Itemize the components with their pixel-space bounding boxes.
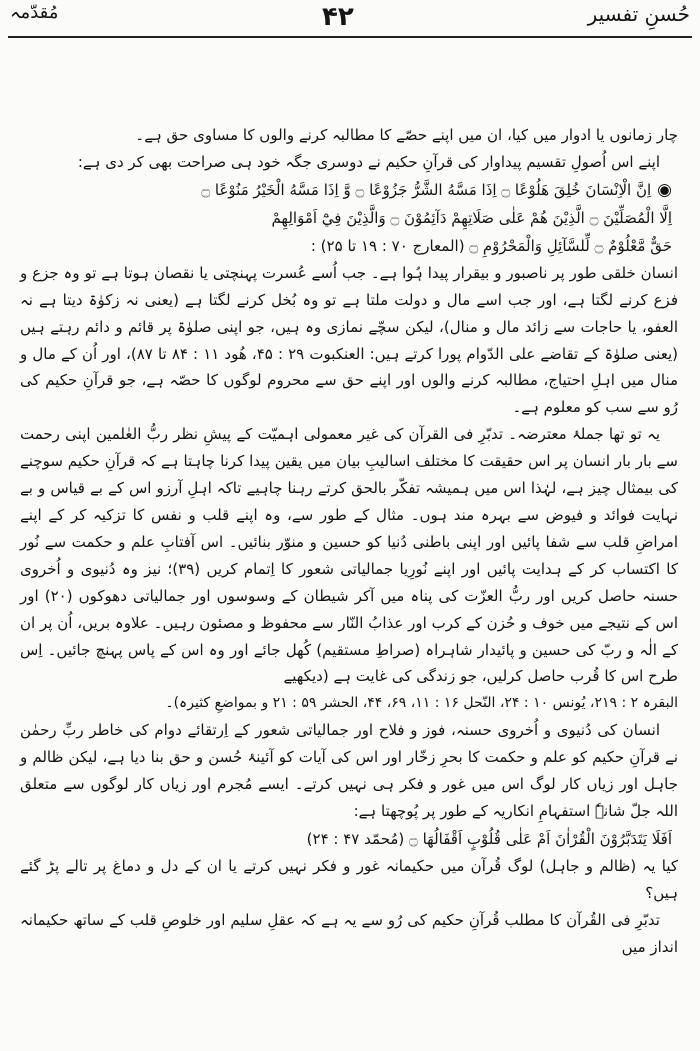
- verse-marker-icon: ◉: [657, 179, 672, 200]
- quran-verse-block: [20, 176, 678, 260]
- paragraph: انسان خلقی طور پر ناصبور و بیقرار پیدا ہُوا ہے۔ جب اُسے عُسرت پہنچتی یا نقصان ہوتا ہے تو وہ جزع و فزع کرنے لگتا ہے، اور جب اسے مال و دولت ملتا ہے تو وہ بُخل کرنے لگتا ہے (یعنی نہ زکوٰۃ دیتا ہے نہ العفو، یا حاجات سے زائد مال و منال)، لیکن سچّے نمازی وہ ہیں، جو اپنی صلوٰۃ پر قائم و دائم رہتے ہیں (یعنی صلوٰۃ کے تقاضے علی الدّوام پورا کرتے ہیں: العنکبوت ۲۹ : ۴۵، ھُود ۱۱ : ۸۴ تا ۸۷)، اور اُن کے مال و منال میں اہلِ احتیاج، مطالبہ کرنے والوں اور اپنے حق سے محروم لوگوں کا حصّہ ہے، جو قرآنِ حکیم کی رُو سے سب کو معلوم ہے۔: [20, 263, 678, 417]
- verse-line: اِنَّ الْاِنْسَانَ خُلِقَ هَلُوْعًا ۝ اِذَا مَسَّهُ الشَّرُّ جَزُوْعًا ۝ وَّ اِذَا مَسَّهُ الْخَيْرُ مَنُوْعًا ۝: [201, 180, 652, 199]
- page-header: [0, 0, 700, 40]
- paragraph: کیا یہ (ظالم و جاہل) لوگ قُرآن میں حکیمانہ غور و فکر نہیں کرتے یا ان کے دل و دماغ پر تالے پڑ گئے ہیں؟: [20, 856, 678, 902]
- verse-line: حَقٌّ مَّعْلُوْمٌ ۝ لِّلسَّآئِلِ وَالْمَحْرُوْمِ ۝ (المعارج ۷۰ : ۱۹ تا ۲۵) :: [310, 236, 672, 255]
- quran-verse: اَفَلَا يَتَدَبَّرُوْنَ الْقُرْاٰنَ اَمْ عَلٰى قُلُوْبٍ اَقْفَالُهَا ۝ (مُحمّد ۴۷ : ۲۴): [306, 829, 672, 848]
- paragraph: چار زمانوں یا ادوار میں کیا، ان میں اپنے حصّے کا مطالبہ کرنے والوں کا مساوی حق ہے۔: [135, 126, 678, 144]
- paragraph: یہ تو تھا جملۂ معترضہ۔ تدبّرِ فی القرآن کی غیر معمولی اہمیّت کے پیشِ نظر ربُّ العٰلمین اپنی رحمت سے بار بار انسان پر اس حقیقت کا مختلف اسالیبِ بیان میں یقین پیدا کرنا چاہتا ہے کہ قرآنِ حکیم سوچنے کی بیمثال چیز ہے، لہٰذا اس میں ہمیشہ تفکّر بالحق کرتے رہنا چاہیے تاکہ اہلِ آرزو اس کے بے قیاس و بے نہایت فوائد و فیوض سے بہرہ مند ہوں۔ مثال کے طور سے، وہ اپنے قلب و نفس کا تزکیہ کر کے اپنے امراضِ قلب سے شفا پائیں اور اپنی باطنی دُنیا کو حسین و منوّر بنائیں۔ اس آفتابِ علم و حکمت سے نُور کا اکتساب کر کے ہدایت پائیں اور اپنے نُورِیا جمالیاتی شعور کا اِتمام کریں (۳۹)؛ نیز وہ دُنیوی و اُخروی حسنہ حاصل کریں اور ربُّ العزّت کی پناہ میں آکر شیطان کے وسوسوں اور جمالیاتی دھوکوں (۲۰) اور اس کے نتیجے میں خوف و حُزن کے کرب اور عذابُ النّار سے محفوظ و مصئون رہیں۔ علاوہ بریں، اُن پر ان کے الٰہ و ربّ کی حسین و پائیدار شاہراہ (صراطِ مستقیم) کُھل جائے اور وہ اس کے پاس پہنچ جائیں۔ اِس طرح اس کا قُرب حاصل کرلیں، جو زندگی کی غایت ہے (دیکھیے: [20, 425, 678, 686]
- section-title: مُقدّمہ: [10, 2, 59, 23]
- page-body: [20, 122, 678, 1045]
- paragraph: اپنے اس اُصولِ تقسیم پیداوار کی قرآنِ حکیم نے دوسری جگہ خود ہی صراحت بھی کر دی ہے:: [77, 152, 660, 171]
- book-title: حُسنِ تفسیر: [587, 2, 690, 26]
- page-number: ۴۲: [322, 2, 354, 32]
- paragraph: تدبّرِ فی القُرآن کا مطلب قُرآنِ حکیم کی رُو سے یہ ہے کہ عقلِ سلیم اور خلوصِ قلب کے ساتھ حکیمانہ انداز میں: [20, 910, 678, 956]
- verse-line: اِلَّا الْمُصَلِّيْنَ ۝ الَّذِيْنَ هُمْ عَلٰى صَلَاتِهِمْ دَآئِمُوْنَ ۝ وَالَّذِيْنَ فِيْٓ اَمْوَالِهِمْ: [271, 208, 672, 227]
- references: البقرہ ۲ : ۲۱۹، یُونس ۱۰ : ۲۴، النّحل ۱۶ : ۱۱، ۶۹، ۴۴، الحشر ۵۹ : ۲۱ و بمواضعِ کثیرہ)۔: [165, 695, 678, 712]
- paragraph: انسان کی دُنیوی و اُخروی حسنہ، فوز و فلاح اور جمالیاتی شعور کے اِرتقائے دوام کی خاطر ربِّ رحمٰن نے قرآنِ حکیم کو علم و حکمت کا بحرِ زخّار اور اس کی آیات کو آئینۂ حُسن و حق بنا دیا ہے، لیکن ظالم و جاہل اور زیاں کار لوگ اس میں غور و فکر ہی نہیں کرتے۔ ایسے مُجرم اور زیاں کار لوگوں سے متعلق اللہ جلّ شانہٗ استفہامِ انکاریہ کے طور پر پُوچھتا ہے:: [20, 721, 678, 820]
- header-rule: [8, 36, 692, 38]
